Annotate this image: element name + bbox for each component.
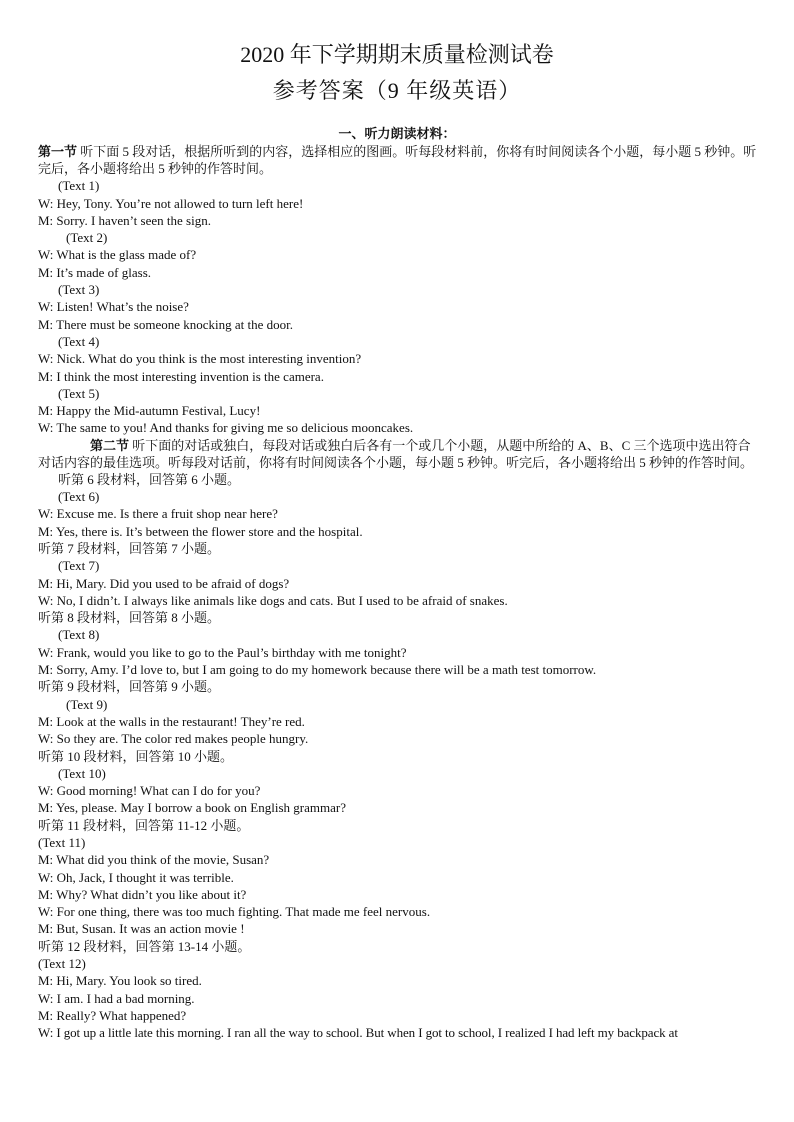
transcript-line: (Text 3) [58,282,100,298]
transcript-line: M: Yes, there is. It’s between the flower store and the hospital. [38,523,363,539]
part2-text: 听下面的对话或独白，每段对话或独白后各有一个或几个小题，从题中所给的 A、B、C 三个选项中选出符合对话内容的最佳选项。听每段对话前，你将有时间阅读各个小题，每小题 5 秒钟。听完后，各小题将给出 5 秒钟的作答时间。 [38,437,754,470]
transcript-line: M: Hi, Mary. Did you used to be afraid of dogs? [38,575,290,591]
transcript-line: (Text 9) [66,696,108,712]
part1-label: 第一节 [38,144,78,159]
transcript-line: (Text 7) [58,558,100,574]
document-title: 2020 年下学期期末质量检测试卷 [240,42,554,67]
transcript-line: W: What is the glass made of? [38,247,197,263]
transcript-line: W: Oh, Jack, I thought it was terrible. [38,869,234,885]
transcript-line: 听第 7 段材料，回答第 7 小题。 [38,540,221,556]
transcript-line: W: For one thing, there was too much fighting. That made me feel nervous. [38,904,431,920]
transcript-line: (Text 8) [58,627,100,643]
transcript-line: (Text 2) [66,230,108,246]
transcript-line: W: Nick. What do you think is the most interesting invention? [38,351,362,367]
part2-instruction [38,437,763,471]
transcript-line: (Text 1) [58,178,100,194]
transcript-line: W: Hey, Tony. You’re not allowed to turn left here! [38,195,304,211]
transcript-line: (Text 12) [38,956,86,972]
transcript-line: M: I think the most interesting invention is the camera. [38,368,324,384]
transcript-line: W: Listen! What’s the noise? [38,299,189,315]
transcript-line: W: So they are. The color red makes people hungry. [38,731,309,747]
transcript-line: (Text 5) [58,385,100,401]
transcript-line: 听第 11 段材料，回答第 11-12 小题。 [38,817,250,833]
transcript-line: M: Why? What didn’t you like about it? [38,886,247,902]
transcript-line: W: I am. I had a bad morning. [38,990,195,1006]
document-subtitle: 参考答案（9 年级英语） [272,78,522,103]
transcript-body [38,143,763,1042]
transcript-line: M: It’s made of glass. [38,264,152,280]
transcript-line: 听第 6 段材料，回答第 6 小题。 [58,471,241,487]
transcript-line: W: The same to you! And thanks for giving me so delicious mooncakes. [38,420,414,436]
part1-instruction [38,143,763,177]
part1-text: 听下面 5 段对话，根据所听到的内容，选择相应的图画。听每段材料前，你将有时间阅读各个小题，每小题 5 秒钟。听完后，各小题将给出 5 秒钟的作答时间。 [38,144,757,176]
transcript-line: M: What did you think of the movie, Susan? [38,852,270,868]
transcript-line: M: Yes, please. May I borrow a book on English grammar? [38,800,346,816]
transcript-line: W: No, I didn’t. I always like animals like dogs and cats. But I used to be afraid of snakes. [38,592,508,608]
transcript-line: W: Excuse me. Is there a fruit shop near here? [38,506,278,522]
section-heading: 一、听力朗读材料： [338,126,456,141]
transcript-line: (Text 10) [58,765,106,781]
transcript-line: W: I got up a little late this morning. I ran all the way to school. But when I got to school, I realized I had left my backpack at [38,1025,678,1041]
transcript-line: M: Hi, Mary. You look so tired. [38,973,202,989]
transcript-line: M: Happy the Mid-autumn Festival, Lucy! [38,403,261,419]
transcript-line: (Text 4) [58,333,100,349]
transcript-line: M: Sorry. I haven’t seen the sign. [38,212,211,228]
transcript-line: M: Sorry, Amy. I’d love to, but I am going to do my homework because there will be a math test tomorrow. [38,662,597,678]
transcript-line: M: But, Susan. It was an action movie ! [38,921,245,937]
transcript-line: (Text 11) [38,834,86,850]
transcript-line: 听第 9 段材料，回答第 9 小题。 [38,679,221,695]
transcript-line: M: Look at the walls in the restaurant! They’re red. [38,713,305,729]
transcript-line: 听第 12 段材料，回答第 13-14 小题。 [38,938,251,954]
transcript-line: W: Frank, would you like to go to the Paul’s birthday with me tonight? [38,644,407,660]
transcript-line: (Text 6) [58,489,100,505]
part2-label: 第二节 [90,437,130,453]
transcript-line: 听第 8 段材料，回答第 8 小题。 [38,610,221,626]
transcript-line: W: Good morning! What can I do for you? [38,783,261,799]
transcript-line: M: There must be someone knocking at the door. [38,316,294,332]
transcript-line: 听第 10 段材料，回答第 10 小题。 [38,748,234,764]
transcript-line: M: Really? What happened? [38,1007,187,1023]
